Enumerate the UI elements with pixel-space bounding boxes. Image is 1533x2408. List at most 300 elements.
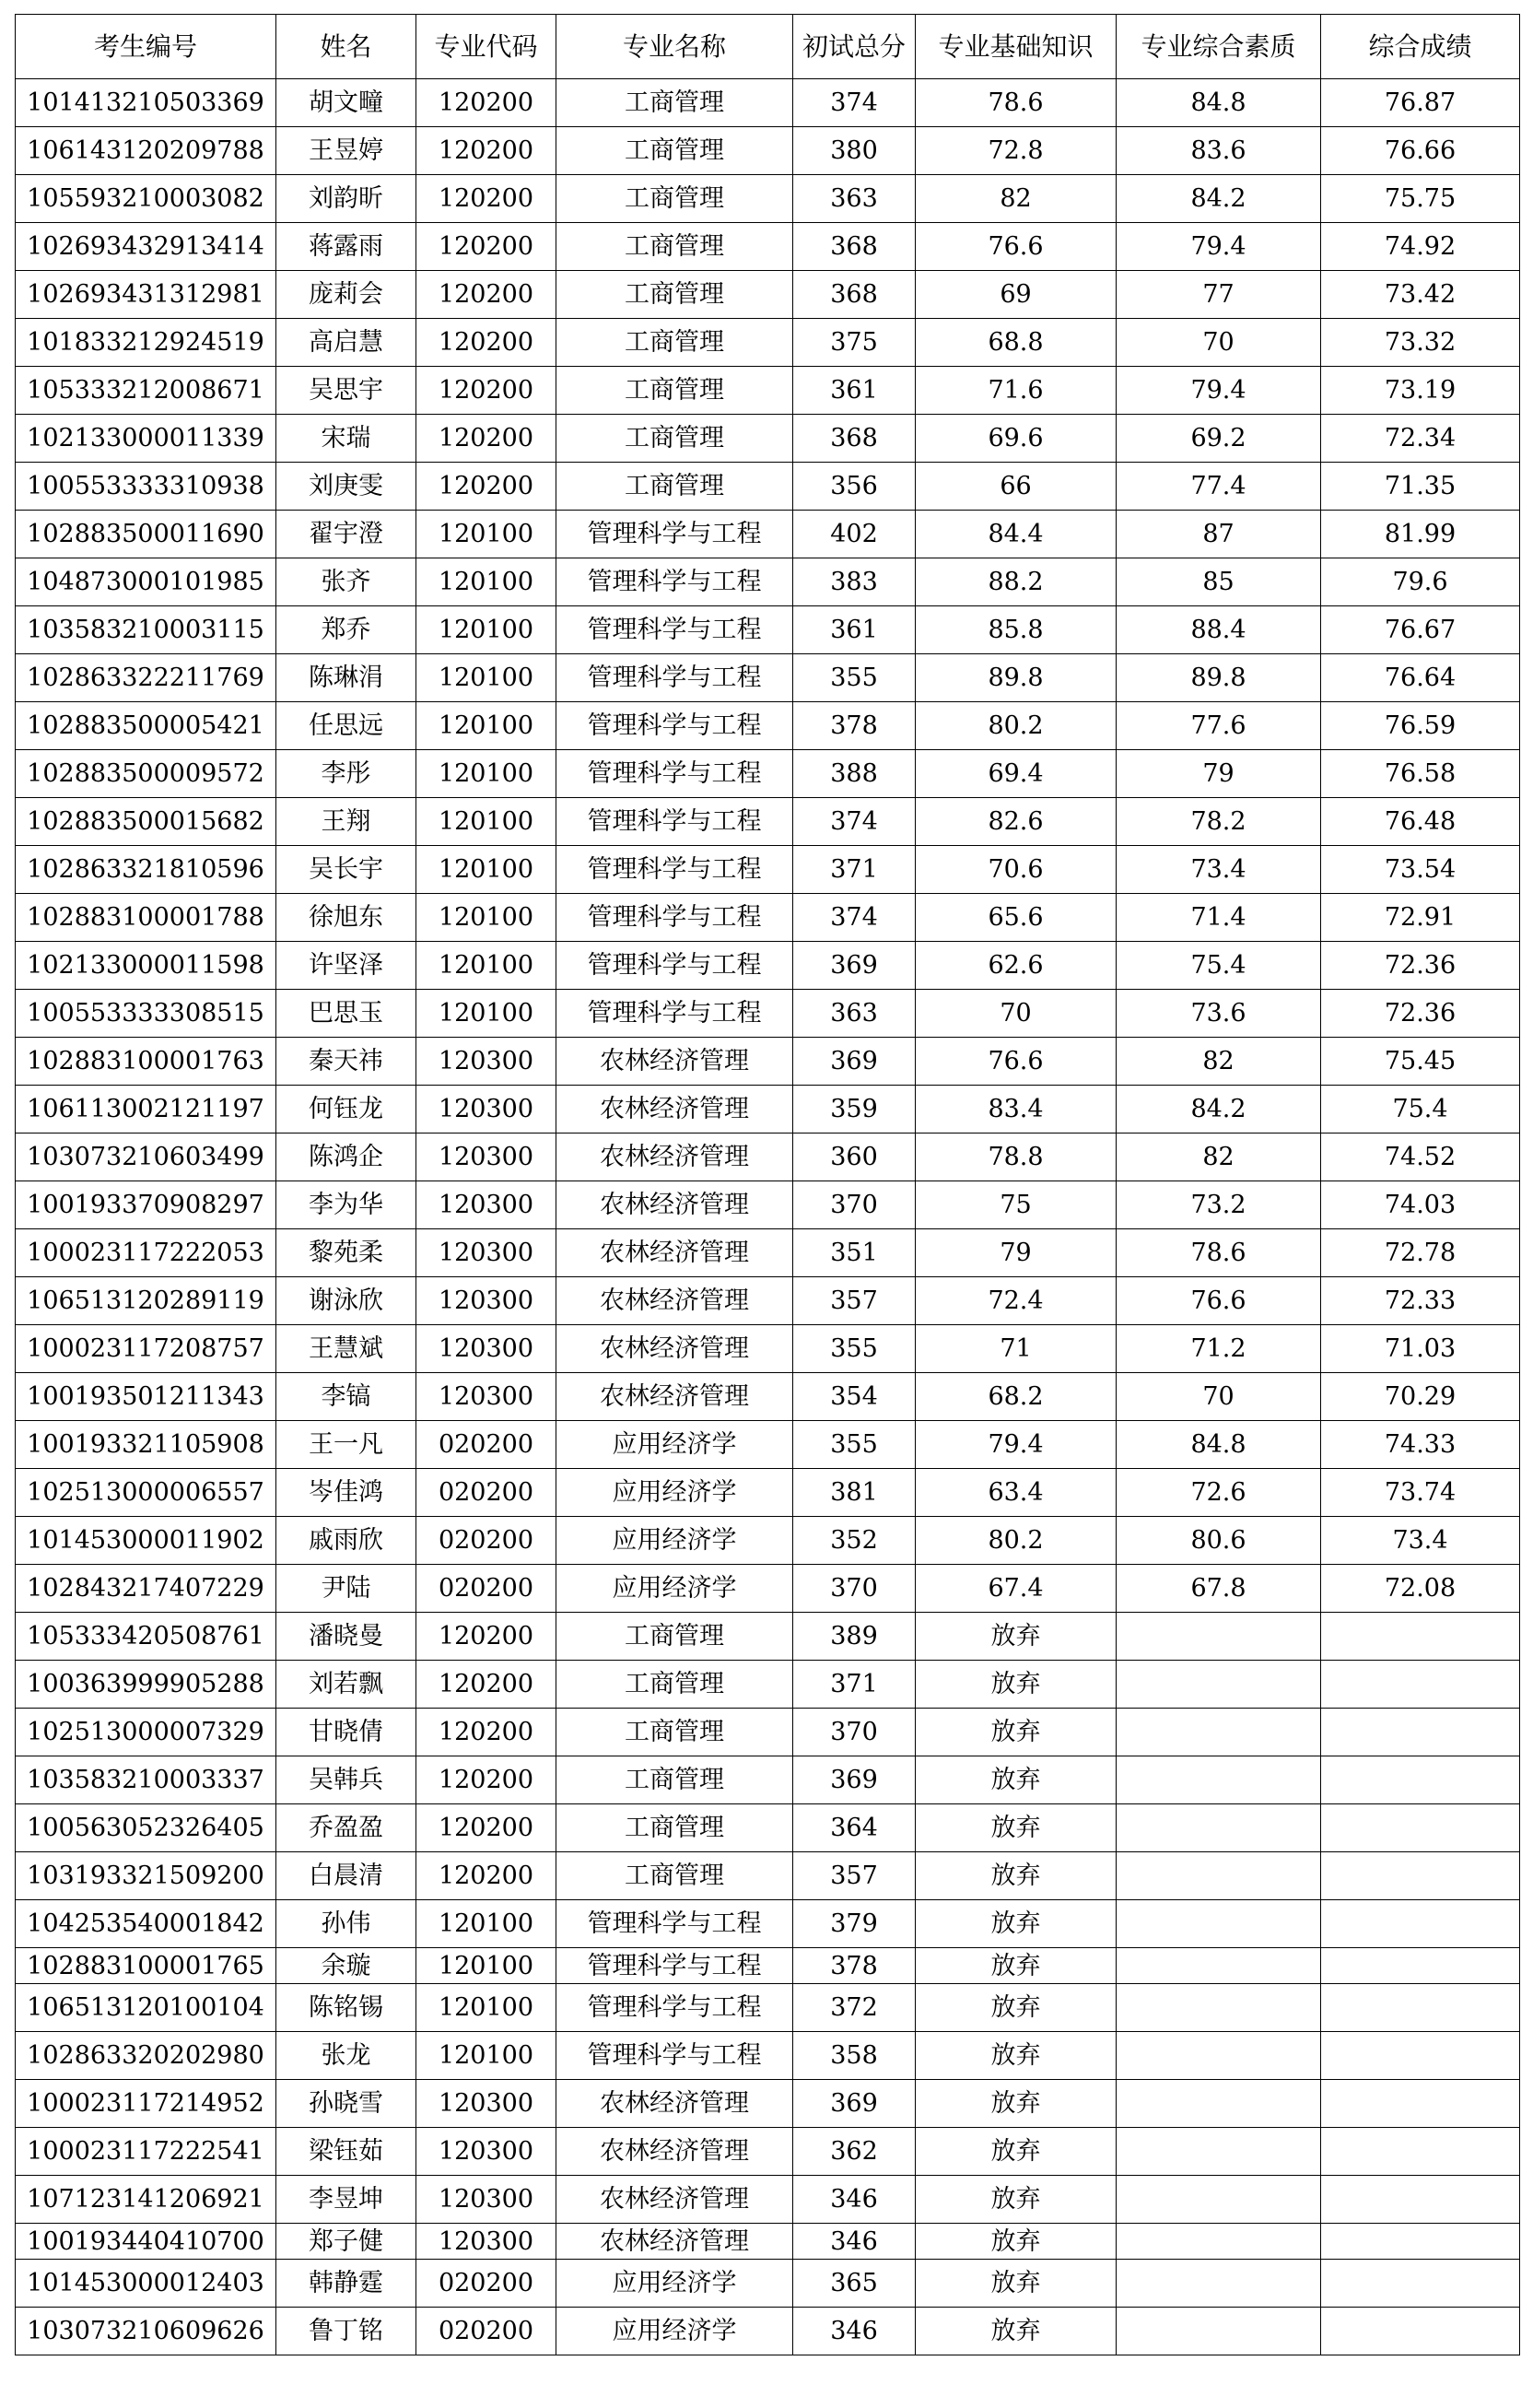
cell-basic-knowledge: 68.8 <box>916 319 1117 367</box>
cell-name: 王翔 <box>276 798 416 846</box>
cell-initial-score: 361 <box>793 606 916 654</box>
cell-initial-score: 380 <box>793 127 916 175</box>
table-row <box>16 415 1520 463</box>
cell-major-code: 120200 <box>416 79 556 127</box>
table-row <box>16 367 1520 415</box>
cell-major-name: 工商管理 <box>556 463 793 511</box>
cell-name: 岑佳鸿 <box>276 1469 416 1517</box>
cell-comprehensive-quality: 79.4 <box>1117 223 1321 271</box>
cell-basic-knowledge: 放弃 <box>916 1756 1117 1804</box>
table-row <box>16 990 1520 1038</box>
cell-initial-score: 357 <box>793 1277 916 1325</box>
table-row <box>16 894 1520 942</box>
cell-basic-knowledge: 80.2 <box>916 1517 1117 1565</box>
cell-major-code: 120100 <box>416 511 556 558</box>
cell-initial-score: 372 <box>793 1984 916 2032</box>
cell-major-code: 120200 <box>416 127 556 175</box>
cell-exam-id: 100023117214952 <box>16 2080 276 2128</box>
cell-major-name: 管理科学与工程 <box>556 606 793 654</box>
table-row <box>16 175 1520 223</box>
cell-name: 吴长宇 <box>276 846 416 894</box>
cell-total-score: 76.58 <box>1321 750 1520 798</box>
cell-basic-knowledge: 放弃 <box>916 1984 1117 2032</box>
table-row <box>16 1756 1520 1804</box>
cell-comprehensive-quality <box>1117 2308 1321 2355</box>
cell-comprehensive-quality: 80.6 <box>1117 1517 1321 1565</box>
cell-major-code: 120200 <box>416 1852 556 1900</box>
cell-total-score: 81.99 <box>1321 511 1520 558</box>
cell-comprehensive-quality <box>1117 1709 1321 1756</box>
cell-name: 甘晓倩 <box>276 1709 416 1756</box>
cell-name: 许坚泽 <box>276 942 416 990</box>
cell-total-score <box>1321 2260 1520 2308</box>
cell-name: 何钰龙 <box>276 1086 416 1134</box>
cell-exam-id: 101453000011902 <box>16 1517 276 1565</box>
cell-major-name: 农林经济管理 <box>556 2224 793 2260</box>
cell-initial-score: 363 <box>793 990 916 1038</box>
cell-comprehensive-quality: 85 <box>1117 558 1321 606</box>
cell-major-code: 120200 <box>416 1709 556 1756</box>
cell-comprehensive-quality: 87 <box>1117 511 1321 558</box>
cell-major-code: 120100 <box>416 1948 556 1984</box>
cell-name: 李镐 <box>276 1373 416 1421</box>
cell-exam-id: 100023117222541 <box>16 2128 276 2176</box>
table-body <box>16 79 1520 2355</box>
header-major-name: 专业名称 <box>556 15 793 79</box>
cell-basic-knowledge: 66 <box>916 463 1117 511</box>
cell-name: 翟宇澄 <box>276 511 416 558</box>
cell-name: 陈琳涓 <box>276 654 416 702</box>
cell-major-code: 120100 <box>416 2032 556 2080</box>
cell-major-code: 020200 <box>416 2260 556 2308</box>
cell-comprehensive-quality: 78.2 <box>1117 798 1321 846</box>
cell-exam-id: 103073210603499 <box>16 1134 276 1181</box>
cell-major-code: 120100 <box>416 798 556 846</box>
cell-basic-knowledge: 79.4 <box>916 1421 1117 1469</box>
cell-comprehensive-quality: 84.8 <box>1117 1421 1321 1469</box>
cell-name: 吴思宇 <box>276 367 416 415</box>
cell-comprehensive-quality: 83.6 <box>1117 127 1321 175</box>
cell-initial-score: 369 <box>793 942 916 990</box>
cell-major-name: 管理科学与工程 <box>556 1948 793 1984</box>
cell-major-name: 管理科学与工程 <box>556 558 793 606</box>
table-row <box>16 1852 1520 1900</box>
cell-major-code: 120200 <box>416 367 556 415</box>
cell-total-score: 72.78 <box>1321 1229 1520 1277</box>
cell-initial-score: 370 <box>793 1709 916 1756</box>
cell-major-code: 020200 <box>416 1517 556 1565</box>
table-row <box>16 2308 1520 2355</box>
cell-total-score: 72.08 <box>1321 1565 1520 1613</box>
cell-total-score: 73.54 <box>1321 846 1520 894</box>
cell-exam-id: 102513000007329 <box>16 1709 276 1756</box>
cell-total-score: 74.33 <box>1321 1421 1520 1469</box>
cell-major-name: 农林经济管理 <box>556 1181 793 1229</box>
cell-initial-score: 362 <box>793 2128 916 2176</box>
cell-major-name: 管理科学与工程 <box>556 702 793 750</box>
cell-comprehensive-quality <box>1117 1852 1321 1900</box>
cell-exam-id: 102883500005421 <box>16 702 276 750</box>
cell-exam-id: 103583210003115 <box>16 606 276 654</box>
cell-name: 宋瑞 <box>276 415 416 463</box>
cell-initial-score: 359 <box>793 1086 916 1134</box>
cell-major-name: 管理科学与工程 <box>556 894 793 942</box>
cell-comprehensive-quality: 79.4 <box>1117 367 1321 415</box>
cell-total-score: 72.33 <box>1321 1277 1520 1325</box>
cell-major-code: 120300 <box>416 2224 556 2260</box>
cell-comprehensive-quality: 70 <box>1117 319 1321 367</box>
cell-basic-knowledge: 67.4 <box>916 1565 1117 1613</box>
cell-total-score <box>1321 1613 1520 1661</box>
cell-initial-score: 402 <box>793 511 916 558</box>
header-major-code: 专业代码 <box>416 15 556 79</box>
cell-major-name: 工商管理 <box>556 223 793 271</box>
cell-major-name: 应用经济学 <box>556 1469 793 1517</box>
table-row <box>16 1421 1520 1469</box>
cell-major-code: 120100 <box>416 702 556 750</box>
table-row <box>16 2080 1520 2128</box>
cell-total-score <box>1321 2308 1520 2355</box>
cell-name: 王一凡 <box>276 1421 416 1469</box>
cell-major-name: 管理科学与工程 <box>556 2032 793 2080</box>
cell-basic-knowledge: 70.6 <box>916 846 1117 894</box>
cell-initial-score: 379 <box>793 1900 916 1948</box>
cell-basic-knowledge: 83.4 <box>916 1086 1117 1134</box>
cell-comprehensive-quality: 67.8 <box>1117 1565 1321 1613</box>
cell-major-code: 120300 <box>416 1325 556 1373</box>
cell-name: 李为华 <box>276 1181 416 1229</box>
cell-initial-score: 368 <box>793 223 916 271</box>
cell-basic-knowledge: 75 <box>916 1181 1117 1229</box>
cell-exam-id: 102883100001765 <box>16 1948 276 1984</box>
cell-exam-id: 102863322211769 <box>16 654 276 702</box>
cell-exam-id: 100553333308515 <box>16 990 276 1038</box>
cell-name: 潘晓曼 <box>276 1613 416 1661</box>
cell-total-score: 76.87 <box>1321 79 1520 127</box>
header-basic-knowledge: 专业基础知识 <box>916 15 1117 79</box>
cell-comprehensive-quality: 82 <box>1117 1134 1321 1181</box>
cell-name: 郑乔 <box>276 606 416 654</box>
table-row <box>16 1948 1520 1984</box>
cell-major-code: 120300 <box>416 1134 556 1181</box>
table-row <box>16 1984 1520 2032</box>
cell-major-code: 120300 <box>416 1038 556 1086</box>
cell-basic-knowledge: 放弃 <box>916 1900 1117 1948</box>
cell-major-name: 工商管理 <box>556 1756 793 1804</box>
cell-total-score <box>1321 1984 1520 2032</box>
cell-initial-score: 352 <box>793 1517 916 1565</box>
cell-initial-score: 369 <box>793 1756 916 1804</box>
cell-comprehensive-quality: 84.2 <box>1117 175 1321 223</box>
cell-exam-id: 103583210003337 <box>16 1756 276 1804</box>
cell-basic-knowledge: 82 <box>916 175 1117 223</box>
cell-major-name: 管理科学与工程 <box>556 1900 793 1948</box>
cell-comprehensive-quality: 84.2 <box>1117 1086 1321 1134</box>
cell-exam-id: 102133000011339 <box>16 415 276 463</box>
cell-exam-id: 102693431312981 <box>16 271 276 319</box>
cell-basic-knowledge: 放弃 <box>916 1613 1117 1661</box>
cell-initial-score: 361 <box>793 367 916 415</box>
cell-initial-score: 354 <box>793 1373 916 1421</box>
cell-basic-knowledge: 68.2 <box>916 1373 1117 1421</box>
cell-total-score: 72.34 <box>1321 415 1520 463</box>
cell-initial-score: 371 <box>793 1661 916 1709</box>
cell-comprehensive-quality: 70 <box>1117 1373 1321 1421</box>
cell-comprehensive-quality <box>1117 1984 1321 2032</box>
cell-total-score: 73.19 <box>1321 367 1520 415</box>
cell-initial-score: 371 <box>793 846 916 894</box>
cell-initial-score: 383 <box>793 558 916 606</box>
cell-initial-score: 346 <box>793 2308 916 2355</box>
cell-exam-id: 102883500015682 <box>16 798 276 846</box>
cell-total-score: 74.52 <box>1321 1134 1520 1181</box>
cell-basic-knowledge: 放弃 <box>916 2224 1117 2260</box>
cell-name: 谢泳欣 <box>276 1277 416 1325</box>
cell-total-score <box>1321 1804 1520 1852</box>
cell-basic-knowledge: 76.6 <box>916 1038 1117 1086</box>
cell-comprehensive-quality <box>1117 1948 1321 1984</box>
cell-initial-score: 374 <box>793 798 916 846</box>
cell-exam-id: 103193321509200 <box>16 1852 276 1900</box>
cell-exam-id: 102133000011598 <box>16 942 276 990</box>
cell-comprehensive-quality: 73.2 <box>1117 1181 1321 1229</box>
table-row <box>16 1086 1520 1134</box>
cell-major-name: 农林经济管理 <box>556 1134 793 1181</box>
cell-initial-score: 364 <box>793 1804 916 1852</box>
cell-major-code: 120100 <box>416 894 556 942</box>
cell-comprehensive-quality <box>1117 2260 1321 2308</box>
cell-initial-score: 363 <box>793 175 916 223</box>
cell-major-name: 工商管理 <box>556 1661 793 1709</box>
table-row <box>16 463 1520 511</box>
cell-basic-knowledge: 65.6 <box>916 894 1117 942</box>
table-row <box>16 319 1520 367</box>
cell-initial-score: 378 <box>793 702 916 750</box>
cell-name: 韩静霆 <box>276 2260 416 2308</box>
table-row <box>16 1804 1520 1852</box>
cell-exam-id: 102863320202980 <box>16 2032 276 2080</box>
cell-exam-id: 102883100001763 <box>16 1038 276 1086</box>
cell-major-name: 应用经济学 <box>556 1517 793 1565</box>
cell-major-code: 120100 <box>416 1900 556 1948</box>
table-row <box>16 2260 1520 2308</box>
cell-exam-id: 105593210003082 <box>16 175 276 223</box>
cell-major-code: 020200 <box>416 1421 556 1469</box>
table-row <box>16 2032 1520 2080</box>
table-row <box>16 942 1520 990</box>
table-header <box>16 15 1520 79</box>
cell-initial-score: 369 <box>793 2080 916 2128</box>
cell-name: 王昱婷 <box>276 127 416 175</box>
cell-comprehensive-quality: 77.4 <box>1117 463 1321 511</box>
cell-total-score <box>1321 2032 1520 2080</box>
cell-exam-id: 103073210609626 <box>16 2308 276 2355</box>
table-row <box>16 702 1520 750</box>
cell-major-name: 农林经济管理 <box>556 1373 793 1421</box>
cell-major-name: 管理科学与工程 <box>556 798 793 846</box>
cell-name: 陈鸿企 <box>276 1134 416 1181</box>
table-row <box>16 223 1520 271</box>
cell-basic-knowledge: 69.4 <box>916 750 1117 798</box>
header-comprehensive-quality: 专业综合素质 <box>1117 15 1321 79</box>
cell-name: 梁钰茹 <box>276 2128 416 2176</box>
cell-total-score <box>1321 1948 1520 1984</box>
cell-total-score: 71.03 <box>1321 1325 1520 1373</box>
cell-major-code: 120200 <box>416 415 556 463</box>
cell-basic-knowledge: 70 <box>916 990 1117 1038</box>
cell-initial-score: 351 <box>793 1229 916 1277</box>
cell-name: 刘韵昕 <box>276 175 416 223</box>
header-exam-id: 考生编号 <box>16 15 276 79</box>
cell-exam-id: 104873000101985 <box>16 558 276 606</box>
table-row <box>16 127 1520 175</box>
cell-name: 庞莉会 <box>276 271 416 319</box>
cell-name: 徐旭东 <box>276 894 416 942</box>
cell-basic-knowledge: 放弃 <box>916 2128 1117 2176</box>
cell-total-score: 75.45 <box>1321 1038 1520 1086</box>
table-row <box>16 1134 1520 1181</box>
cell-total-score <box>1321 2080 1520 2128</box>
cell-total-score: 73.32 <box>1321 319 1520 367</box>
table-row <box>16 1325 1520 1373</box>
cell-exam-id: 100363999905288 <box>16 1661 276 1709</box>
cell-comprehensive-quality: 75.4 <box>1117 942 1321 990</box>
score-table <box>15 14 1520 2355</box>
cell-name: 王慧斌 <box>276 1325 416 1373</box>
cell-major-code: 120200 <box>416 1661 556 1709</box>
cell-initial-score: 346 <box>793 2176 916 2224</box>
cell-exam-id: 100193321105908 <box>16 1421 276 1469</box>
cell-major-code: 120100 <box>416 654 556 702</box>
cell-comprehensive-quality: 79 <box>1117 750 1321 798</box>
cell-initial-score: 355 <box>793 1325 916 1373</box>
cell-major-code: 120200 <box>416 1804 556 1852</box>
table-row <box>16 2128 1520 2176</box>
cell-name: 刘若飘 <box>276 1661 416 1709</box>
cell-major-name: 农林经济管理 <box>556 2128 793 2176</box>
cell-total-score <box>1321 2176 1520 2224</box>
table-row <box>16 846 1520 894</box>
cell-name: 乔盈盈 <box>276 1804 416 1852</box>
cell-name: 陈铭锡 <box>276 1984 416 2032</box>
cell-comprehensive-quality <box>1117 1900 1321 1948</box>
cell-major-name: 工商管理 <box>556 319 793 367</box>
cell-total-score: 72.36 <box>1321 942 1520 990</box>
cell-total-score: 73.74 <box>1321 1469 1520 1517</box>
cell-comprehensive-quality: 73.4 <box>1117 846 1321 894</box>
cell-major-code: 120300 <box>416 1086 556 1134</box>
cell-total-score: 75.75 <box>1321 175 1520 223</box>
cell-basic-knowledge: 80.2 <box>916 702 1117 750</box>
cell-comprehensive-quality: 88.4 <box>1117 606 1321 654</box>
cell-total-score: 76.66 <box>1321 127 1520 175</box>
cell-major-code: 120200 <box>416 319 556 367</box>
cell-basic-knowledge: 85.8 <box>916 606 1117 654</box>
cell-total-score: 75.4 <box>1321 1086 1520 1134</box>
cell-exam-id: 106113002121197 <box>16 1086 276 1134</box>
cell-name: 白晨清 <box>276 1852 416 1900</box>
cell-exam-id: 102883500009572 <box>16 750 276 798</box>
cell-comprehensive-quality <box>1117 1804 1321 1852</box>
cell-basic-knowledge: 84.4 <box>916 511 1117 558</box>
cell-exam-id: 106513120100104 <box>16 1984 276 2032</box>
table-row <box>16 1277 1520 1325</box>
cell-comprehensive-quality: 77 <box>1117 271 1321 319</box>
cell-total-score: 71.35 <box>1321 463 1520 511</box>
cell-basic-knowledge: 72.4 <box>916 1277 1117 1325</box>
cell-basic-knowledge: 89.8 <box>916 654 1117 702</box>
cell-exam-id: 101413210503369 <box>16 79 276 127</box>
cell-total-score: 76.67 <box>1321 606 1520 654</box>
cell-major-name: 应用经济学 <box>556 2260 793 2308</box>
cell-initial-score: 368 <box>793 271 916 319</box>
cell-initial-score: 346 <box>793 2224 916 2260</box>
cell-name: 黎苑柔 <box>276 1229 416 1277</box>
cell-name: 戚雨欣 <box>276 1517 416 1565</box>
cell-exam-id: 100023117222053 <box>16 1229 276 1277</box>
cell-name: 吴韩兵 <box>276 1756 416 1804</box>
cell-comprehensive-quality: 71.2 <box>1117 1325 1321 1373</box>
table-row <box>16 1517 1520 1565</box>
header-total-score: 综合成绩 <box>1321 15 1520 79</box>
cell-basic-knowledge: 放弃 <box>916 1661 1117 1709</box>
table-row <box>16 1038 1520 1086</box>
cell-comprehensive-quality <box>1117 2224 1321 2260</box>
cell-exam-id: 107123141206921 <box>16 2176 276 2224</box>
cell-name: 巴思玉 <box>276 990 416 1038</box>
table-row <box>16 606 1520 654</box>
cell-major-name: 管理科学与工程 <box>556 846 793 894</box>
cell-exam-id: 106513120289119 <box>16 1277 276 1325</box>
cell-comprehensive-quality: 72.6 <box>1117 1469 1321 1517</box>
table-row <box>16 798 1520 846</box>
table-row <box>16 271 1520 319</box>
cell-exam-id: 106143120209788 <box>16 127 276 175</box>
cell-exam-id: 101453000012403 <box>16 2260 276 2308</box>
cell-major-name: 工商管理 <box>556 175 793 223</box>
cell-comprehensive-quality <box>1117 1661 1321 1709</box>
table-row <box>16 1709 1520 1756</box>
header-row <box>16 15 1520 79</box>
cell-exam-id: 101833212924519 <box>16 319 276 367</box>
table-row <box>16 654 1520 702</box>
cell-comprehensive-quality <box>1117 1613 1321 1661</box>
cell-major-code: 120200 <box>416 175 556 223</box>
cell-name: 秦天祎 <box>276 1038 416 1086</box>
cell-major-name: 工商管理 <box>556 1804 793 1852</box>
cell-initial-score: 355 <box>793 1421 916 1469</box>
cell-initial-score: 357 <box>793 1852 916 1900</box>
cell-comprehensive-quality: 78.6 <box>1117 1229 1321 1277</box>
table-row <box>16 750 1520 798</box>
cell-initial-score: 360 <box>793 1134 916 1181</box>
cell-basic-knowledge: 71.6 <box>916 367 1117 415</box>
cell-basic-knowledge: 69.6 <box>916 415 1117 463</box>
header-initial-score: 初试总分 <box>793 15 916 79</box>
cell-initial-score: 370 <box>793 1181 916 1229</box>
cell-name: 任思远 <box>276 702 416 750</box>
cell-total-score: 74.03 <box>1321 1181 1520 1229</box>
cell-basic-knowledge: 放弃 <box>916 1948 1117 1984</box>
table-row <box>16 1229 1520 1277</box>
cell-total-score: 72.91 <box>1321 894 1520 942</box>
cell-name: 张龙 <box>276 2032 416 2080</box>
table-row <box>16 1469 1520 1517</box>
cell-major-name: 应用经济学 <box>556 1421 793 1469</box>
cell-name: 鲁丁铭 <box>276 2308 416 2355</box>
cell-total-score <box>1321 2224 1520 2260</box>
cell-basic-knowledge: 72.8 <box>916 127 1117 175</box>
